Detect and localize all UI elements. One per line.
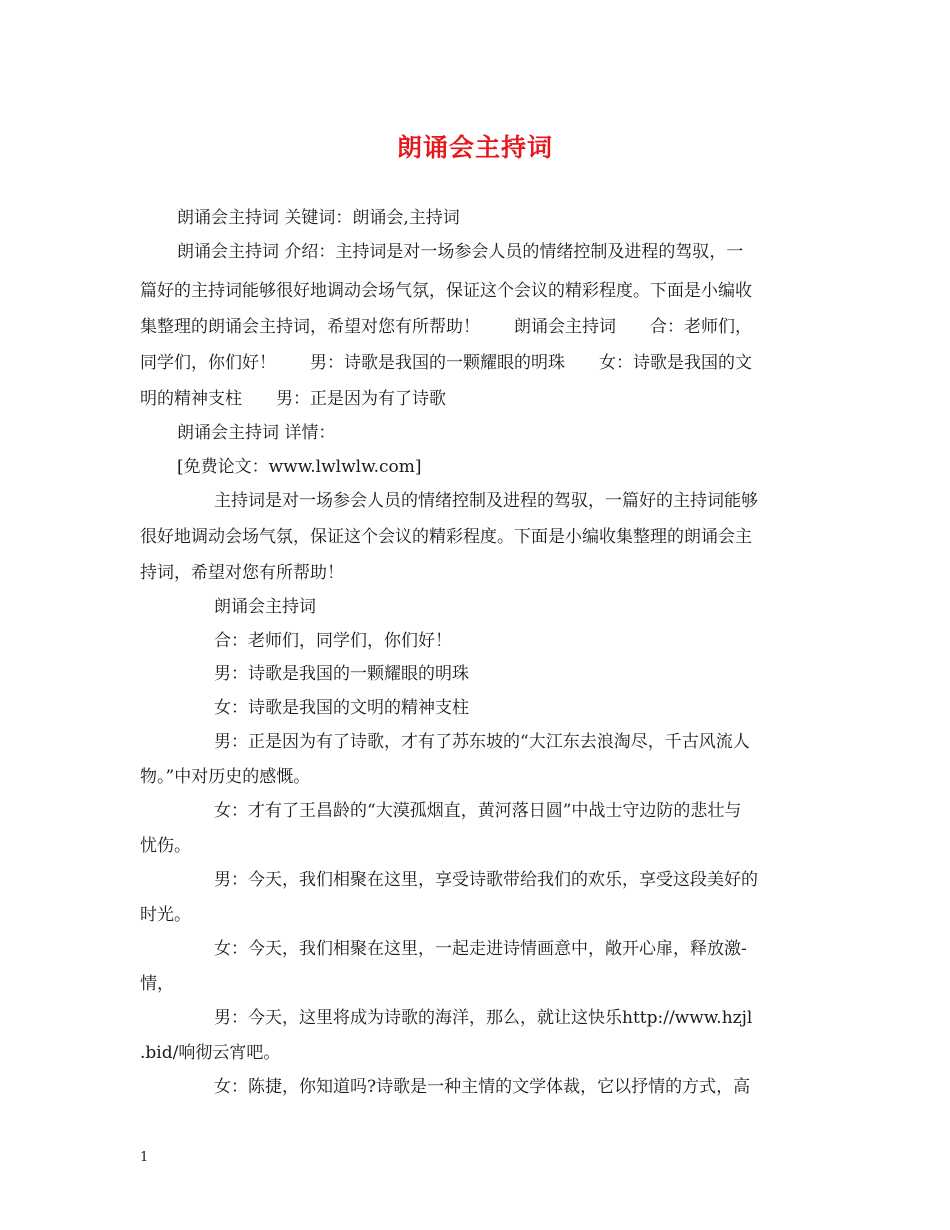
details-heading: 朗诵会主持词 详情： [177, 423, 336, 443]
body-line: 男：今天，我们相聚在这里，享受诗歌带给我们的欢乐，享受这段美好的 [214, 870, 758, 890]
body-line: 主持词是对一场参会人员的情绪控制及进程的驾驭，一篇好的主持词能够 [214, 491, 758, 511]
body-line: 男：正是因为有了诗歌，才有了苏东坡的“大江东去浪淘尽，千古风流人 [214, 732, 750, 752]
intro-line: 明的精神支柱 男：正是因为有了诗歌 [140, 389, 446, 409]
document-title: 朗诵会主持词 [396, 133, 553, 162]
body-line: 合：老师们，同学们，你们好！ [214, 631, 452, 651]
intro-line: 同学们，你们好！ 男：诗歌是我国的一颗耀眼的明珠 女：诗歌是我国的文 [140, 353, 752, 373]
body-line: 女：今天，我们相聚在这里，一起走进诗情画意中，敞开心扉，释放激- [214, 939, 747, 959]
intro-line: 集整理的朗诵会主持词，希望对您有所帮助！ 朗诵会主持词 合：老师们， [140, 317, 752, 337]
page-number: 1 [140, 1150, 149, 1165]
intro-line: 篇好的主持词能够很好地调动会场气氛，保证这个会议的精彩程度。下面是小编收 [140, 281, 752, 301]
intro-line: 朗诵会主持词 介绍：主持词是对一场参会人员的情绪控制及进程的驾驭，一 [177, 242, 744, 262]
keywords-line: 朗诵会主持词 关键词：朗诵会,主持词 [177, 208, 460, 228]
body-line: 物。”中对历史的感慨。 [140, 767, 311, 787]
body-line: 时光。 [140, 905, 191, 925]
body-line: 情， [140, 974, 174, 994]
body-line: 持词，希望对您有所帮助！ [140, 563, 344, 583]
source-line: [免费论文：www.lwlwlw.com] [177, 457, 422, 477]
body-line: 男：诗歌是我国的一颗耀眼的明珠 [214, 664, 469, 684]
body-line: .bid/响彻云宵吧。 [140, 1043, 281, 1063]
body-line: 忧伤。 [140, 836, 191, 856]
body-line: 男：今天，这里将成为诗歌的海洋，那么，就让这快乐http://www.hzjl [214, 1008, 753, 1028]
body-line: 女：诗歌是我国的文明的精神支柱 [214, 698, 469, 718]
body-line: 女：陈捷，你知道吗?诗歌是一种主情的文学体裁，它以抒情的方式，高 [214, 1077, 751, 1097]
body-line: 女：才有了王昌龄的“大漠孤烟直，黄河落日圆”中战士守边防的悲壮与 [214, 801, 742, 821]
body-line: 朗诵会主持词 [214, 597, 316, 617]
body-line: 很好地调动会场气氛，保证这个会议的精彩程度。下面是小编收集整理的朗诵会主 [140, 527, 752, 547]
